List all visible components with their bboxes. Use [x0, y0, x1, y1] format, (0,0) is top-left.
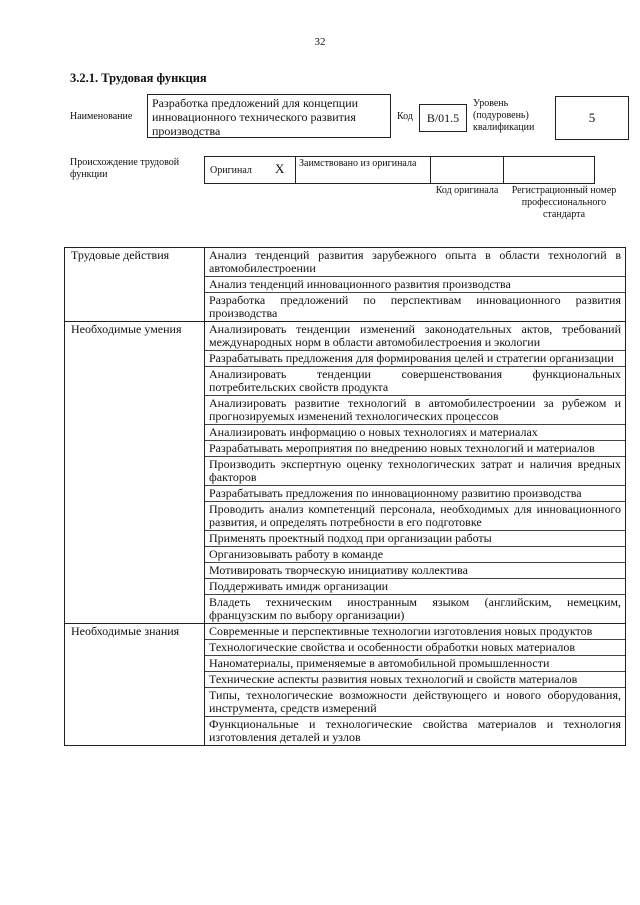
section-title: 3.2.1. Трудовая функция — [70, 71, 207, 85]
code-original-label: Код оригинала — [435, 185, 499, 196]
function-name: Разработка предложений для концепции инновационного технического развития производства — [147, 94, 391, 138]
name-label: Наименование — [70, 111, 133, 122]
origin-row — [204, 156, 594, 184]
list-item: Проводить анализ компетенций персонала, необходимых для инновационного развития, и определять потребности в его подготовке — [205, 502, 625, 531]
code-original-cell — [430, 156, 504, 184]
list-item: Анализ тенденций развития зарубежного опыта в области технологий в автомобилестроении — [205, 248, 625, 277]
function-table — [64, 247, 626, 746]
list-item: Технологические свойства и особенности обработки новых материалов — [205, 640, 625, 656]
section-title-knowledge: Необходимые знания — [64, 624, 205, 745]
list-item: Анализировать тенденции совершенствования функциональных потребительских свойств продукта — [205, 367, 625, 396]
list-item: Анализировать развитие технологий в автомобилестроении за рубежом и прогнозируемых изменений технологических процессов — [205, 396, 625, 425]
borrowed-cell — [295, 156, 431, 184]
list-item: Функциональные и технологические свойства материалов и технология изготовления деталей и узлов — [209, 717, 621, 744]
list-item: Анализ тенденций инновационного развития производства — [205, 277, 625, 293]
level-label: Уровень (подуровень) квалификации — [473, 98, 535, 133]
list-item: Разрабатывать предложения по инновационному развитию производства — [205, 486, 625, 502]
original-mark: X — [275, 161, 285, 176]
list-item: Разрабатывать предложения для формирования целей и стратегии организации — [205, 351, 625, 367]
list-item: Современные и перспективные технологии изготовления новых продуктов — [205, 624, 625, 640]
section-labor-actions — [64, 248, 626, 322]
list-item: Поддерживать имидж организации — [205, 579, 625, 595]
original-cell — [204, 156, 296, 184]
section-skills — [64, 322, 626, 624]
list-item: Типы, технологические возможности действующего и нового оборудования, инструмента, средств измерений — [205, 688, 625, 717]
list-item: Наноматериалы, применяемые в автомобильной промышленности — [205, 656, 625, 672]
list-item: Анализировать тенденции изменений законодательных актов, требований международных норм в области автомобилестроения и экологии — [205, 322, 625, 351]
qualification-level: 5 — [555, 96, 629, 140]
borrowed-label: Заимствовано из оригинала — [299, 158, 417, 169]
original-label: Оригинал — [210, 165, 252, 176]
list-item: Организовывать работу в команде — [205, 547, 625, 563]
list-item: Мотивировать творческую инициативу коллектива — [205, 563, 625, 579]
section-knowledge — [64, 624, 626, 746]
reg-number-cell — [503, 156, 595, 184]
code-label: Код — [397, 111, 413, 122]
origin-label: Происхождение трудовой функции — [70, 157, 180, 180]
list-item: Технические аспекты развития новых технологий и свойств материалов — [205, 672, 625, 688]
list-item: Разработка предложений по перспективам инновационного развития производства — [209, 293, 621, 320]
list-item: Анализировать информацию о новых технологиях и материалах — [205, 425, 625, 441]
list-item: Применять проектный подход при организации работы — [205, 531, 625, 547]
function-code: B/01.5 — [419, 104, 467, 132]
section-title-skills: Необходимые умения — [64, 322, 205, 623]
page-number: 32 — [314, 36, 326, 48]
list-item: Владеть техническим иностранным языком (английским, немецким, французским по выбору организации) — [209, 595, 621, 622]
section-title-labor-actions: Трудовые действия — [64, 248, 205, 321]
list-item: Разрабатывать мероприятия по внедрению новых технологий и материалов — [205, 441, 625, 457]
list-item: Производить экспертную оценку технологических затрат и наличия вредных факторов — [205, 457, 625, 486]
reg-number-label: Регистрационный номер профессионального стандарта — [511, 185, 617, 220]
